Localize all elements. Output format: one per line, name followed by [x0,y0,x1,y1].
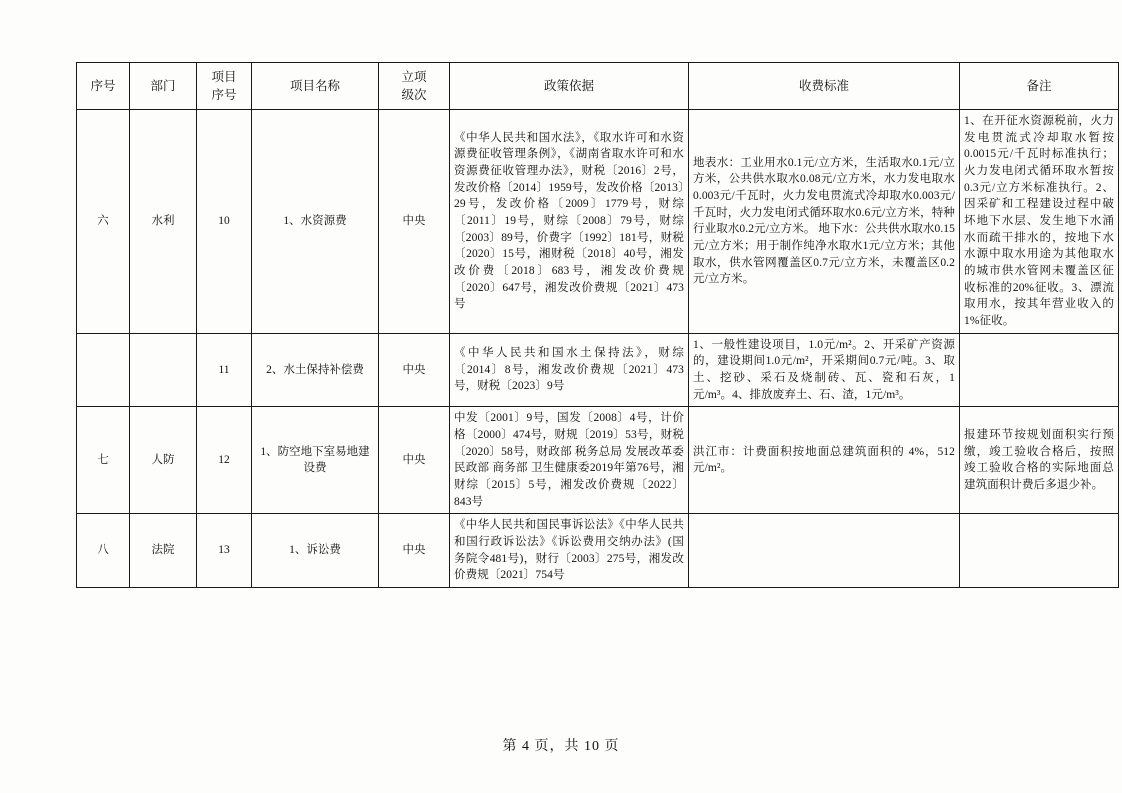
column-header-remarks: 备注 [960,63,1119,110]
cell-item-index: 12 [197,407,252,514]
column-header-policy-basis: 政策依据 [450,63,689,110]
column-header-item-index: 项目 序号 [197,63,252,110]
cell-item-index: 10 [197,110,252,334]
cell-policy-basis: 《中华人民共和国水土保持法》，财综〔2014〕8号，湘发改价费规〔2021〕473号，财税〔2023〕9号 [450,333,689,407]
cell-item-index: 11 [197,333,252,407]
column-header-item-name: 项目名称 [252,63,379,110]
table-header [77,63,1119,110]
table-body [77,110,1119,588]
cell-item-name: 1、水资源费 [252,110,379,334]
column-header-seq: 序号 [77,63,130,110]
cell-remarks: 1、在开征水资源税前，火力发电贯流式冷却取水暂按0.0015元/千瓦时标准执行；火力发电闭式循环取水暂按0.3元/立方米标准执行。2、因采矿和工程建设过程中破坏地下水层、发生地下水涌水而疏干排水的，按地下水水源中取水用途为其他取水的城市供水管网未覆盖区征收标准的20%征收。3、漂流取用水，按其年营业收入的1%征收。 [960,110,1119,334]
column-header-dept: 部门 [130,63,197,110]
table-row [77,110,1119,334]
cell-fee-standard: 1、一般性建设项目，1.0元/m²。2、开采矿产资源的，建设期间1.0元/m²，开采期间0.7元/吨。3、取土、挖砂、采石及烧制砖、瓦、瓷和石灰，1元/m³。4、排放废弃土、石、渣，1元/m³。 [689,333,960,407]
cell-fee-standard: 地表水：工业用水0.1元/立方米，生活取水0.1元/立方米，公共供水取水0.08元/立方米，水力发电取水0.003元/千瓦时，火力发电贯流式冷却取水0.003元/千瓦时，火力发电闭式循环取水0.6元/立方米，特种行业取水0.2元/立方米。 地下水：公共供水取水0.15元/立方米；用于制作纯净水取水1元/立方米；其他取水，供水管网覆盖区0.7元/立方米，未覆盖区0.2元/立方米。 [689,110,960,334]
cell-level: 中央 [379,514,450,588]
cell-seq: 七 [77,407,130,514]
cell-item-index: 13 [197,514,252,588]
table-header-row [77,63,1119,110]
column-header-fee-standard: 收费标准 [689,63,960,110]
cell-seq: 八 [77,514,130,588]
cell-dept [130,333,197,407]
cell-level: 中央 [379,333,450,407]
cell-level: 中央 [379,110,450,334]
cell-policy-basis: 《中华人民共和国民事诉讼法》《中华人民共和国行政诉讼法》《诉讼费用交纳办法》(国务院令481号)，财行〔2003〕275号，湘发改价费规〔2021〕754号 [450,514,689,588]
cell-dept: 法院 [130,514,197,588]
cell-seq [77,333,130,407]
column-header-level: 立项 级次 [379,63,450,110]
cell-remarks [960,514,1119,588]
cell-remarks: 报建环节按规划面积实行预缴，竣工验收合格后，按照竣工验收合格的实际地面总建筑面积计费后多退少补。 [960,407,1119,514]
cell-seq: 六 [77,110,130,334]
cell-remarks [960,333,1119,407]
cell-level: 中央 [379,407,450,514]
cell-item-name: 1、防空地下室易地建设费 [252,407,379,514]
cell-fee-standard [689,514,960,588]
cell-item-name: 2、水土保持补偿费 [252,333,379,407]
cell-dept: 水利 [130,110,197,334]
cell-fee-standard: 洪江市：计费面积按地面总建筑面积的 4%，512元/m²。 [689,407,960,514]
cell-policy-basis: 《中华人民共和国水法》，《取水许可和水资源费征收管理条例》，《湖南省取水许可和水资源费征收管理办法》，财税〔2016〕2号，发改价格〔2014〕1959号，发改价格〔2013〕29号，发改价格〔2009〕1779号，财综〔2011〕19号，财综〔2008〕79号，财综〔2003〕89号，价费字〔1992〕181号，财税〔2020〕15号，湘财税〔2018〕40号，湘发改价费〔2018〕683号，湘发改价费规〔2020〕647号，湘发改价费规〔2021〕473号 [450,110,689,334]
table-row [77,333,1119,407]
fee-items-table [76,62,1119,588]
page-footer: 第 4 页，共 10 页 [502,739,620,754]
cell-policy-basis: 中发〔2001〕9号，国发〔2008〕4号，计价格〔2000〕474号，财规〔2019〕53号，财税〔2020〕58号，财政部 税务总局 发展改革委 民政部 商务部 卫生健康委2019年第76号，湘财综〔2015〕5号，湘发改价费规〔2022〕843号 [450,407,689,514]
cell-dept: 人防 [130,407,197,514]
table-row [77,407,1119,514]
table-row [77,514,1119,588]
cell-item-name: 1、诉讼费 [252,514,379,588]
